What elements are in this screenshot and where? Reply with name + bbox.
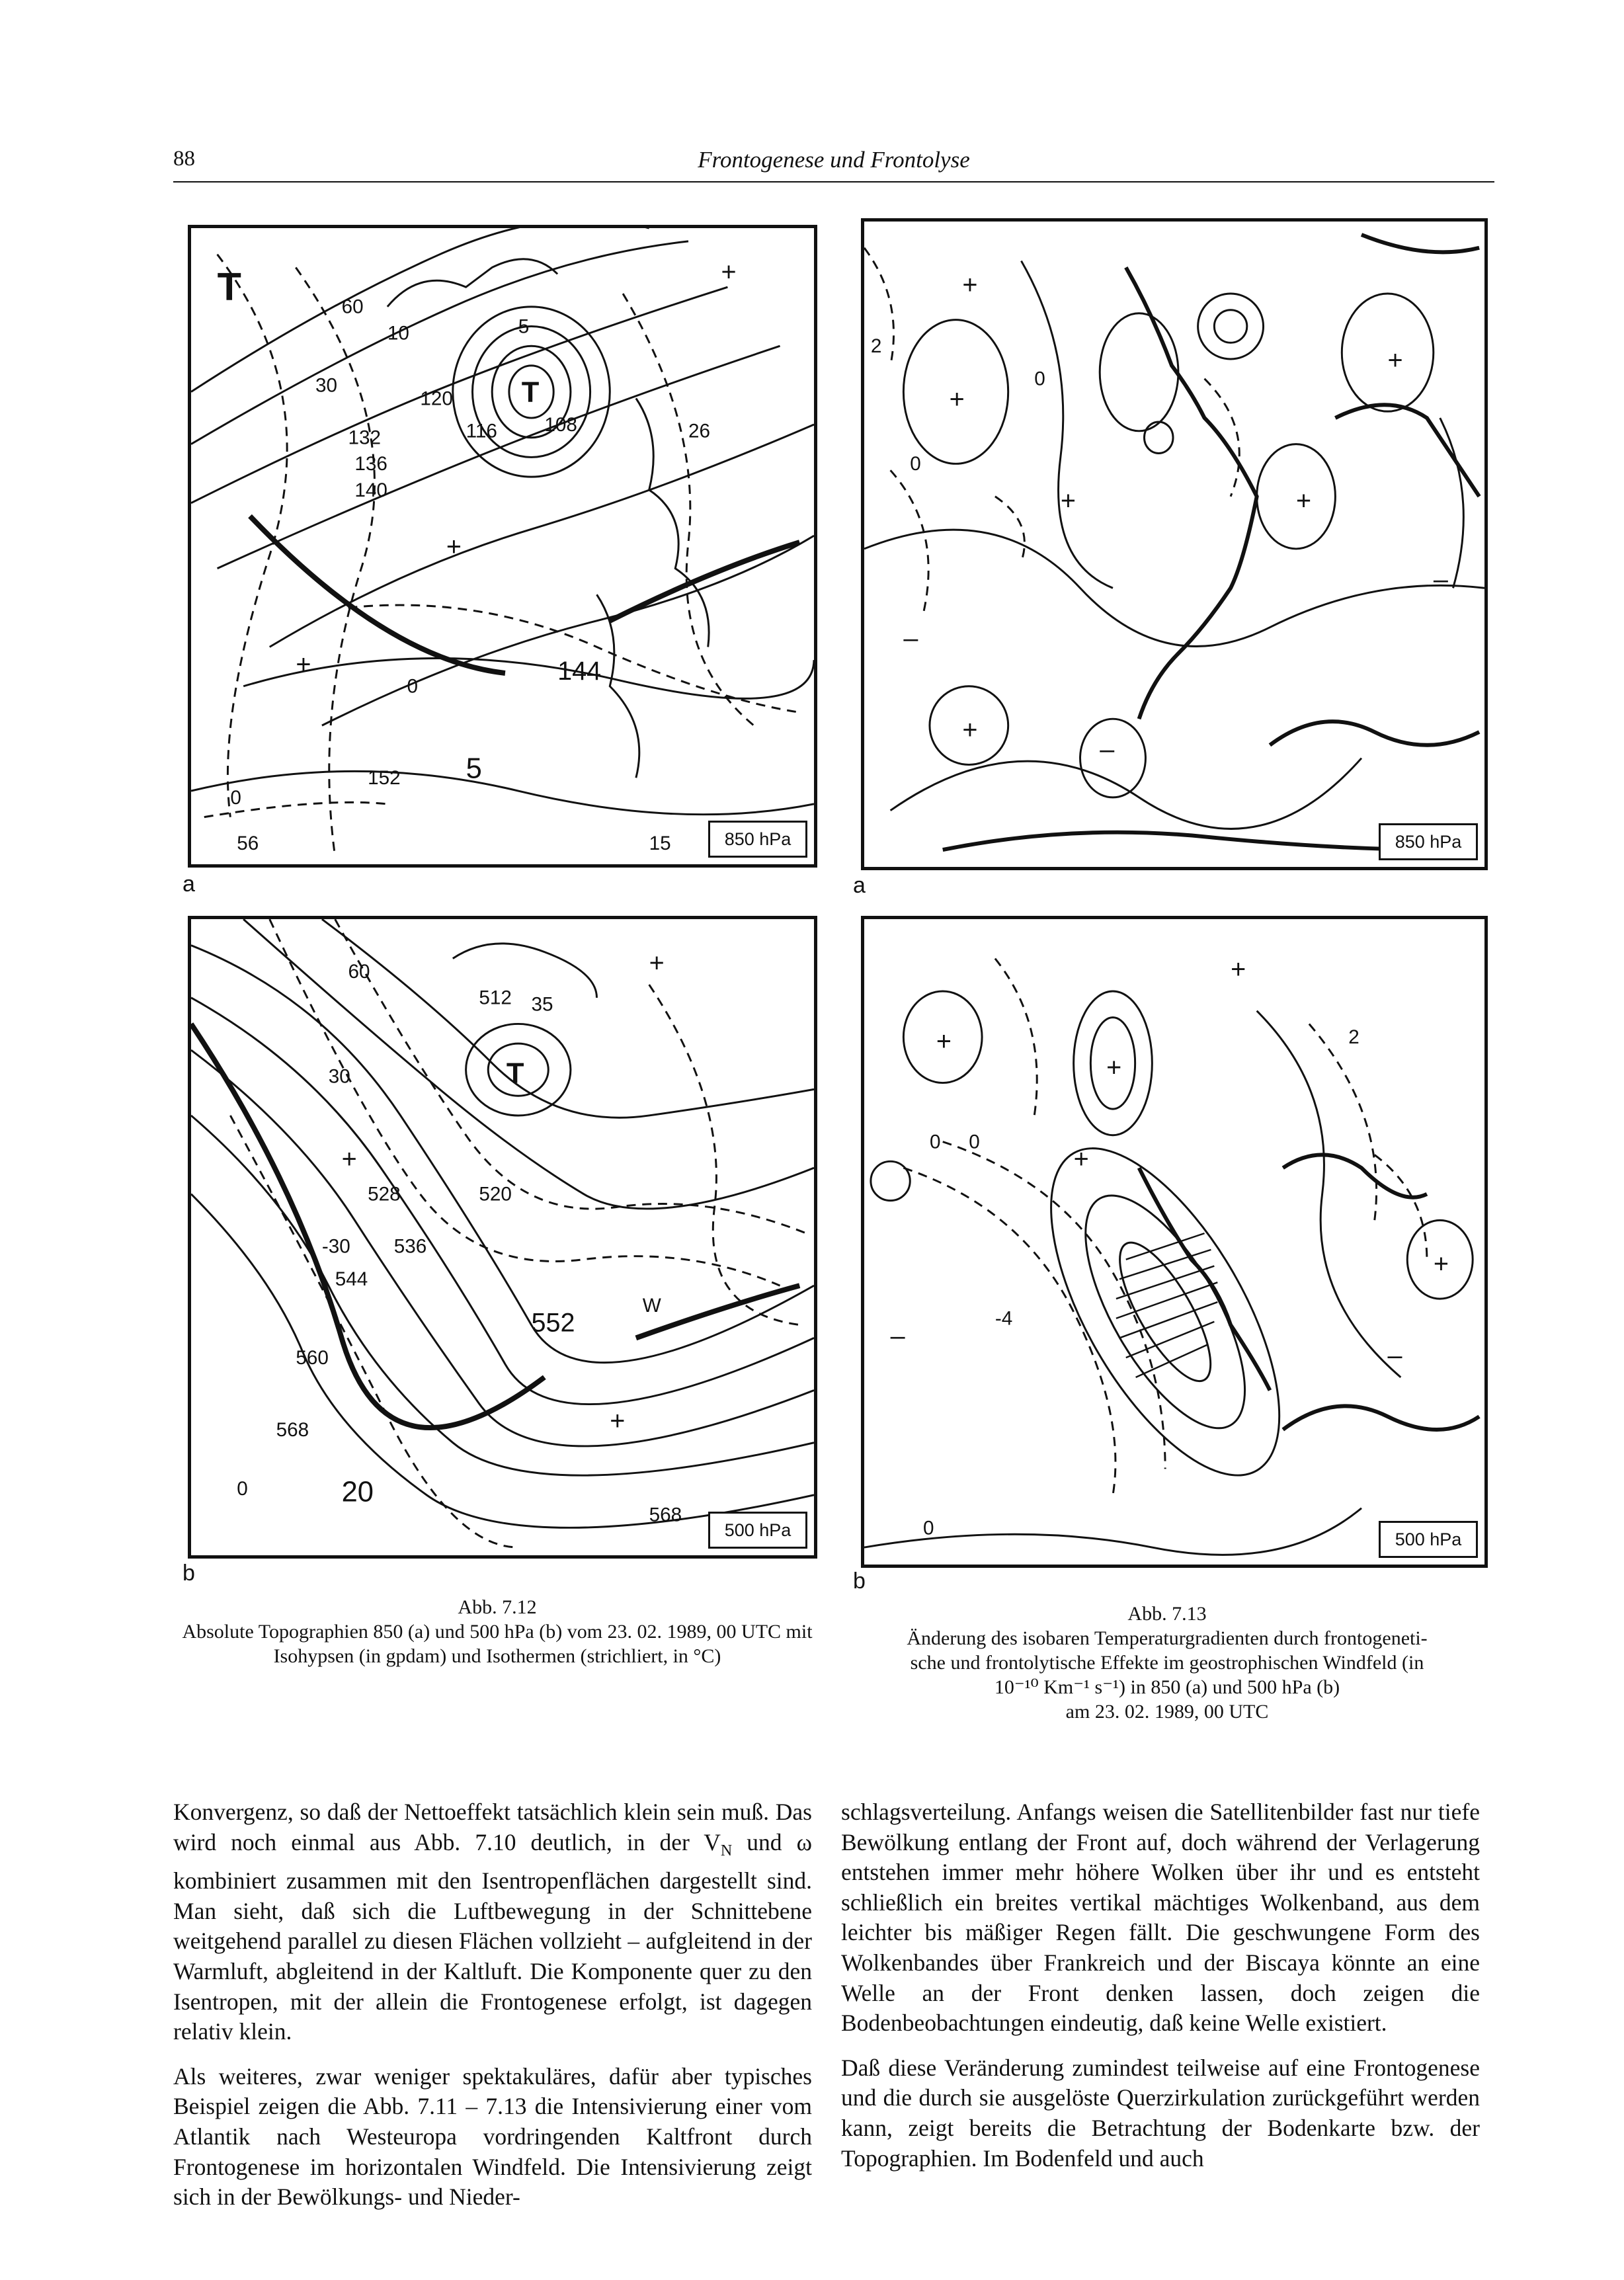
contour-label: 136: [354, 453, 387, 475]
figure-caption-7-12: [173, 1595, 821, 1668]
map-topography-850-drawing: [191, 228, 814, 864]
contour-label: 152: [368, 767, 401, 790]
plus-marker: +: [1060, 486, 1076, 516]
low-pressure-center-symbol: T: [506, 1057, 524, 1090]
contour-label: 2: [870, 335, 882, 358]
minus-marker: –: [1387, 1341, 1402, 1371]
plus-marker: +: [1387, 345, 1403, 375]
contour-label: 60: [341, 296, 364, 318]
low-pressure-symbol: T: [217, 264, 241, 309]
contour-label: 0: [1034, 368, 1045, 390]
figure-caption-line: 10⁻¹⁰ Km⁻¹ s⁻¹) in 850 (a) und 500 hPa (b): [994, 1676, 1340, 1698]
map-frontogenesis-850-drawing: [864, 222, 1484, 867]
plus-marker: +: [1106, 1053, 1122, 1082]
contour-label: 0: [969, 1131, 980, 1153]
contour-label: 144: [557, 656, 602, 686]
figure-caption-7-13: [840, 1602, 1494, 1724]
plus-marker: +: [296, 649, 311, 679]
contour-label: 0: [230, 786, 241, 809]
page-header: [173, 144, 1494, 183]
contour-label: -4: [995, 1307, 1013, 1330]
plus-marker: +: [1433, 1249, 1449, 1279]
contour-label: 560: [296, 1346, 329, 1369]
minus-marker: –: [1100, 735, 1115, 764]
map-frontogenesis-500: [861, 916, 1488, 1568]
contour-label: 512: [479, 987, 512, 1009]
plus-marker: +: [721, 257, 737, 287]
figure-number: Abb. 7.13: [1127, 1603, 1207, 1625]
plus-marker: +: [610, 1406, 626, 1436]
panel-letter: a: [853, 873, 866, 898]
map-topography-500: [188, 916, 817, 1559]
plus-marker: +: [962, 270, 978, 300]
body-paragraph: Als weiteres, zwar weniger spektakuläres, dafür aber typisches Beispiel zeigen die Abb. 7.11 – 7.13 die Intensivierung einer vom Atlantik nach Westeuropa vordringenden Kaltfront durch Frontogenese im horizontalen Windfeld. Die Intensivierung zeigt sich in der Bewölkungs- und Nieder-: [173, 2062, 812, 2211]
contour-label: 35: [531, 993, 553, 1016]
contour-label: 568: [649, 1504, 682, 1526]
contour-label: 0: [237, 1477, 248, 1500]
contour-label: 520: [479, 1183, 512, 1205]
body-column-right: [841, 1797, 1480, 2188]
contour-label: 26: [688, 420, 711, 442]
minus-marker: –: [1433, 565, 1448, 594]
contour-label: 568: [276, 1418, 309, 1441]
plus-marker: +: [1073, 1145, 1089, 1174]
panel-letter: b: [183, 1561, 195, 1586]
figure-caption-line: Änderung des isobaren Temperaturgradienten durch frontogeneti-: [907, 1627, 1428, 1649]
plus-marker: +: [1231, 955, 1246, 985]
contour-label: 5: [466, 753, 482, 785]
contour-label: 536: [393, 1235, 427, 1258]
contour-label: 2: [1348, 1026, 1360, 1049]
figure-caption-text: Absolute Topographien 850 (a) und 500 hPa (b) vom 23. 02. 1989, 00 UTC mit Isohypsen (in gpdam) und Isothermen (strichliert, in °C): [182, 1621, 813, 1667]
body-paragraph: Konvergenz, so daß der Nettoeffekt tatsächlich klein sein muß. Das wird noch einmal aus Abb. 7.10 deutlich, in der $V_N$ und ω kombiniert zusammen mit den Isentropenflächen dargestellt sind. Man sieht, daß sich die Luftbewegung in der Schnittebene weitgehend parallel zu diesen Flächen vollzieht – aufgleitend in der Warmluft, abgleitend in der Kaltluft. Die Komponente quer zu den Isentropen, mit der allein die Frontogenese erfolgt, ist dagegen relativ klein.: [173, 1799, 812, 2045]
contour-label: 0: [929, 1131, 941, 1153]
contour-label: 5: [518, 315, 530, 338]
pressure-level-label: 500 hPa: [708, 1512, 807, 1549]
body-paragraph: schlagsverteilung. Anfangs weisen die Satellitenbilder fast nur tiefe Bewölkung entlang der Front auf, doch während der Verlagerung entstehen immer mehr höhere Wolken über ihr und es entsteht schließlich ein breites vertikal mächtiges Wolkenband, aus dem leichter bis mäßiger Regen fällt. Die geschwungene Form des Wolkenbandes über Frankreich und der Biscaya könnte an eine Welle an der Front denken lassen, doch zeigen die Bodenbeobachtungen eindeutig, daß keine Welle existiert.: [841, 1799, 1480, 2037]
contour-label: 0: [407, 675, 419, 698]
contour-label: 30: [315, 374, 338, 397]
contour-label: 60: [348, 961, 370, 983]
plus-marker: +: [341, 1145, 357, 1174]
map-topography-500-drawing: [191, 919, 814, 1555]
contour-label: 108: [544, 413, 577, 436]
contour-label: 120: [420, 387, 453, 410]
contour-label: 0: [910, 453, 921, 475]
plus-marker: +: [446, 532, 462, 561]
running-title: Frontogenese und Frontolyse: [698, 147, 970, 173]
figure-caption-line: am 23. 02. 1989, 00 UTC: [1065, 1701, 1269, 1723]
pressure-level-label: 850 hPa: [1379, 823, 1478, 860]
pressure-level-label: 500 hPa: [1379, 1521, 1478, 1558]
contour-label: 552: [531, 1308, 575, 1338]
contour-label: 528: [368, 1183, 401, 1205]
figure-number: Abb. 7.12: [458, 1596, 537, 1618]
panel-letter: a: [183, 872, 195, 897]
map-frontogenesis-850: [861, 218, 1488, 870]
panel-letter: b: [853, 1568, 866, 1594]
figure-caption-line: sche und frontolytische Effekte im geostrophischen Windfeld (in: [910, 1652, 1424, 1674]
plus-marker: +: [1296, 486, 1312, 516]
minus-marker: –: [903, 624, 918, 653]
pressure-level-label: 850 hPa: [708, 821, 807, 858]
plus-marker: +: [962, 715, 978, 745]
map-frontogenesis-500-drawing: [864, 919, 1484, 1565]
map-topography-850: [188, 225, 817, 868]
body-paragraph: Daß diese Veränderung zumindest teilweise auf eine Frontogenese und die durch sie ausgelöste Querzirkulation zurückgeführt werden kann, zeigt bereits die Betrachtung der Bodenkarte bzw. der Topographien. Im Bodenfeld und auch: [841, 2054, 1480, 2172]
contour-label: 56: [237, 833, 259, 855]
contour-label: 140: [354, 479, 387, 501]
contour-label: 0: [923, 1517, 934, 1539]
contour-label: 30: [328, 1065, 350, 1088]
plus-marker: +: [936, 1027, 952, 1057]
contour-label: 20: [341, 1476, 374, 1508]
contour-label: 15: [649, 833, 671, 855]
plus-marker: +: [949, 385, 965, 415]
minus-marker: –: [890, 1321, 905, 1351]
contour-label: 116: [466, 420, 497, 442]
low-pressure-center-symbol: T: [521, 376, 540, 409]
body-column-left: [173, 1797, 812, 2227]
plus-marker: +: [649, 948, 665, 978]
contour-label: 132: [348, 427, 381, 449]
contour-label: -30: [321, 1235, 350, 1258]
contour-label: 544: [335, 1268, 368, 1291]
page-number: 88: [173, 147, 195, 171]
contour-label: 10: [387, 322, 409, 345]
contour-label: W: [642, 1294, 661, 1317]
